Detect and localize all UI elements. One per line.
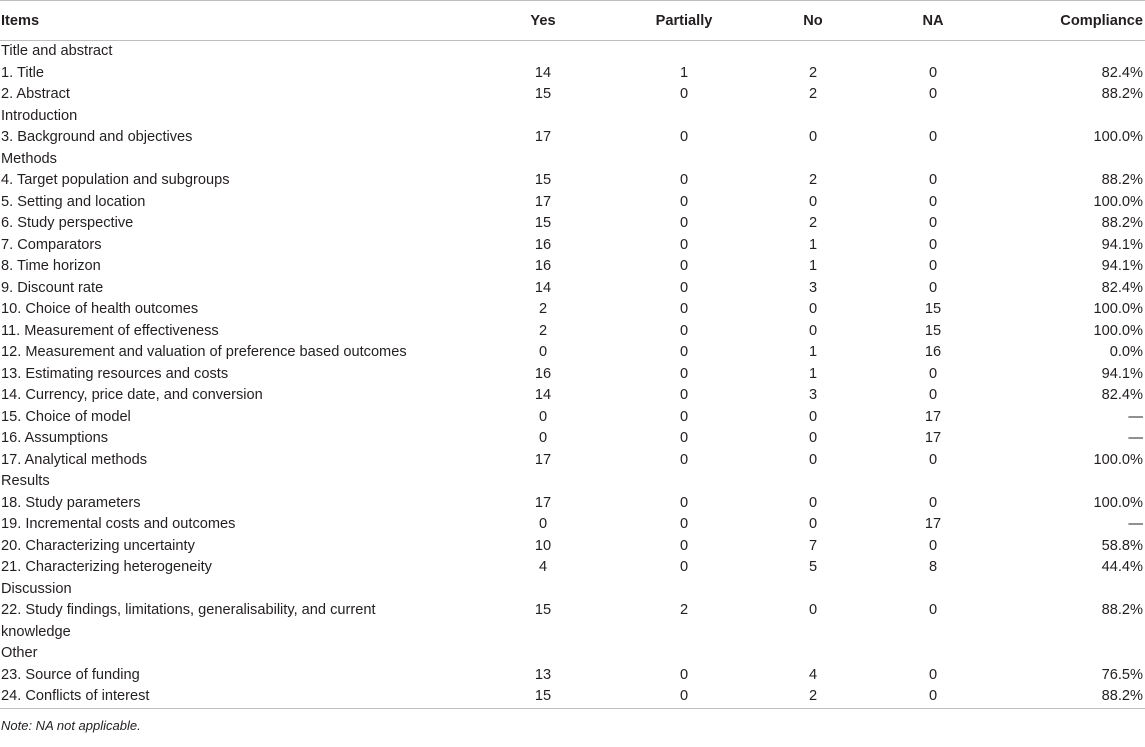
partially-cell: 0 bbox=[679, 236, 689, 253]
na-cell: 0 bbox=[928, 494, 938, 511]
partially-cell: 0 bbox=[679, 215, 689, 231]
no-cell: 3 bbox=[808, 279, 818, 296]
item-label: 20. Characterizing uncertainty bbox=[1, 537, 195, 554]
na-cell: 0 bbox=[928, 236, 938, 253]
na-cell: 0 bbox=[928, 537, 938, 554]
compliance-cell: 88.2% bbox=[1101, 215, 1143, 231]
compliance-cell: 82.4% bbox=[1101, 387, 1143, 403]
no-cell: 3 bbox=[808, 387, 818, 403]
section-label: Methods bbox=[1, 150, 57, 167]
header-na: NA bbox=[872, 1, 994, 41]
no-cell: 0 bbox=[808, 322, 818, 339]
na-cell: 0 bbox=[928, 279, 938, 296]
yes-cell: 14 bbox=[534, 64, 552, 81]
no-cell: 1 bbox=[808, 365, 818, 382]
table-row bbox=[0, 127, 1145, 149]
na-cell: 0 bbox=[928, 365, 938, 382]
partially-cell: 0 bbox=[679, 279, 689, 296]
item-label: 17. Analytical methods bbox=[1, 451, 148, 468]
table-row bbox=[0, 321, 1145, 343]
no-cell: 0 bbox=[808, 301, 818, 317]
partially-cell: 0 bbox=[679, 516, 689, 532]
compliance-cell: 88.2% bbox=[1101, 86, 1143, 102]
no-cell: 5 bbox=[808, 559, 818, 575]
item-label: 7. Comparators bbox=[1, 236, 102, 253]
item-label: 19. Incremental costs and outcomes bbox=[1, 516, 236, 532]
table-row bbox=[0, 235, 1145, 257]
yes-cell: 15 bbox=[534, 86, 552, 102]
compliance-cell: 100.0% bbox=[1093, 301, 1143, 317]
table-row bbox=[0, 385, 1145, 407]
section-row bbox=[0, 41, 1145, 63]
section-label: Discussion bbox=[1, 580, 72, 597]
item-label: 14. Currency, price date, and conversion bbox=[1, 387, 263, 403]
item-label: 13. Estimating resources and costs bbox=[1, 365, 229, 382]
table-row bbox=[0, 407, 1145, 429]
partially-cell: 0 bbox=[679, 451, 689, 468]
yes-cell: 0 bbox=[538, 408, 548, 425]
no-cell: 0 bbox=[808, 494, 818, 511]
no-cell: 1 bbox=[808, 344, 818, 360]
compliance-cell: 100.0% bbox=[1093, 451, 1143, 468]
compliance-cell: — bbox=[1128, 516, 1143, 532]
compliance-cell: 82.4% bbox=[1101, 279, 1143, 296]
table-row bbox=[0, 278, 1145, 300]
table-row bbox=[0, 450, 1145, 472]
table-row bbox=[0, 213, 1145, 235]
no-cell: 1 bbox=[808, 258, 818, 274]
compliance-cell: 100.0% bbox=[1093, 494, 1143, 511]
yes-cell: 16 bbox=[534, 236, 552, 253]
item-label: 9. Discount rate bbox=[1, 279, 104, 296]
table-row bbox=[0, 514, 1145, 536]
na-cell: 17 bbox=[924, 430, 942, 446]
partially-cell: 0 bbox=[679, 494, 689, 511]
partially-cell: 0 bbox=[679, 430, 689, 446]
item-label: 8. Time horizon bbox=[1, 258, 101, 274]
yes-cell: 2 bbox=[538, 301, 548, 317]
partially-cell: 2 bbox=[679, 602, 689, 618]
yes-cell: 16 bbox=[534, 365, 552, 382]
partially-cell: 0 bbox=[679, 559, 689, 575]
section-row bbox=[0, 106, 1145, 128]
na-cell: 0 bbox=[928, 215, 938, 231]
table-row bbox=[0, 170, 1145, 192]
compliance-cell: 44.4% bbox=[1101, 559, 1143, 575]
partially-cell: 0 bbox=[679, 537, 689, 554]
table-row bbox=[0, 63, 1145, 85]
section-label: Title and abstract bbox=[1, 43, 113, 59]
table-row bbox=[0, 192, 1145, 214]
na-cell: 8 bbox=[928, 559, 938, 575]
table-row bbox=[0, 84, 1145, 106]
na-cell: 0 bbox=[928, 64, 938, 81]
yes-cell: 0 bbox=[538, 516, 548, 532]
item-label: 11. Measurement of effectiveness bbox=[1, 322, 219, 339]
yes-cell: 14 bbox=[534, 387, 552, 403]
item-label: 22. Study findings, limitations, generalisability, and current knowledge bbox=[1, 602, 376, 640]
item-label: 4. Target population and subgroups bbox=[1, 172, 230, 188]
item-label: 18. Study parameters bbox=[1, 494, 141, 511]
na-cell: 0 bbox=[928, 258, 938, 274]
na-cell: 0 bbox=[928, 193, 938, 210]
partially-cell: 0 bbox=[679, 258, 689, 274]
compliance-cell: 76.5% bbox=[1101, 666, 1143, 683]
yes-cell: 10 bbox=[534, 537, 552, 554]
item-label: 12. Measurement and valuation of preference based outcomes bbox=[1, 344, 407, 360]
yes-cell: 17 bbox=[534, 494, 552, 511]
section-label: Results bbox=[1, 473, 50, 489]
na-cell: 15 bbox=[924, 322, 942, 339]
compliance-cell: 82.4% bbox=[1101, 64, 1143, 81]
partially-cell: 0 bbox=[679, 666, 689, 683]
partially-cell: 0 bbox=[679, 172, 689, 188]
na-cell: 0 bbox=[928, 129, 938, 145]
na-cell: 0 bbox=[928, 451, 938, 468]
na-cell: 0 bbox=[928, 387, 938, 403]
yes-cell: 15 bbox=[534, 215, 552, 231]
na-cell: 15 bbox=[924, 301, 942, 317]
no-cell: 0 bbox=[808, 129, 818, 145]
table-row bbox=[0, 428, 1145, 450]
yes-cell: 17 bbox=[534, 451, 552, 468]
header-yes: Yes bbox=[472, 1, 614, 41]
partially-cell: 0 bbox=[679, 344, 689, 360]
na-cell: 17 bbox=[924, 516, 942, 532]
table-row bbox=[0, 256, 1145, 278]
item-label: 15. Choice of model bbox=[1, 408, 131, 425]
compliance-cell: — bbox=[1128, 430, 1143, 446]
yes-cell: 14 bbox=[534, 279, 552, 296]
compliance-cell: 100.0% bbox=[1093, 129, 1143, 145]
yes-cell: 13 bbox=[534, 666, 552, 683]
section-label: Other bbox=[1, 645, 38, 661]
section-row bbox=[0, 149, 1145, 171]
compliance-cell: 58.8% bbox=[1101, 537, 1143, 554]
compliance-cell: 88.2% bbox=[994, 686, 1145, 709]
item-label: 24. Conflicts of interest bbox=[0, 686, 472, 709]
yes-cell: 4 bbox=[538, 559, 548, 575]
compliance-cell: 94.1% bbox=[1101, 236, 1143, 253]
partially-cell: 0 bbox=[679, 86, 689, 102]
item-label: 21. Characterizing heterogeneity bbox=[1, 559, 212, 575]
yes-cell: 15 bbox=[472, 686, 614, 709]
table-row bbox=[0, 364, 1145, 386]
header-items: Items bbox=[0, 1, 472, 41]
compliance-cell: 88.2% bbox=[1101, 172, 1143, 188]
item-label: 2. Abstract bbox=[1, 86, 70, 102]
no-cell: 2 bbox=[754, 686, 872, 709]
item-label: 3. Background and objectives bbox=[1, 129, 193, 145]
yes-cell: 15 bbox=[534, 172, 552, 188]
table-row bbox=[0, 536, 1145, 558]
yes-cell: 2 bbox=[538, 322, 548, 339]
compliance-cell: 88.2% bbox=[1101, 602, 1143, 618]
na-cell: 0 bbox=[928, 602, 938, 618]
compliance-cell: 94.1% bbox=[1101, 365, 1143, 382]
header-compliance: Compliance bbox=[994, 1, 1145, 41]
section-row bbox=[0, 471, 1145, 493]
compliance-cell: 94.1% bbox=[1101, 258, 1143, 274]
table-row bbox=[0, 493, 1145, 515]
no-cell: 1 bbox=[808, 236, 818, 253]
compliance-cell: 100.0% bbox=[1093, 193, 1143, 210]
na-cell: 0 bbox=[872, 686, 994, 709]
table-row bbox=[0, 557, 1145, 579]
header-partially: Partially bbox=[614, 1, 754, 41]
compliance-cell: 100.0% bbox=[1093, 322, 1143, 339]
partially-cell: 0 bbox=[679, 193, 689, 210]
partially-cell: 0 bbox=[679, 301, 689, 317]
table-note: Note: NA not applicable. bbox=[1, 718, 141, 733]
item-label: 1. Title bbox=[1, 64, 44, 81]
table-header-row bbox=[0, 1, 1145, 41]
no-cell: 0 bbox=[808, 602, 818, 618]
na-cell: 0 bbox=[928, 666, 938, 683]
partially-cell: 0 bbox=[679, 387, 689, 403]
no-cell: 0 bbox=[808, 193, 818, 210]
yes-cell: 17 bbox=[534, 193, 552, 210]
item-label: 10. Choice of health outcomes bbox=[1, 301, 199, 317]
no-cell: 2 bbox=[808, 215, 818, 231]
no-cell: 2 bbox=[808, 64, 818, 81]
item-label: 16. Assumptions bbox=[1, 430, 109, 446]
table-row bbox=[0, 600, 1145, 643]
yes-cell: 0 bbox=[538, 344, 548, 360]
partially-cell: 0 bbox=[679, 322, 689, 339]
compliance-cell: — bbox=[1128, 408, 1143, 425]
partially-cell: 0 bbox=[679, 365, 689, 382]
na-cell: 0 bbox=[928, 86, 938, 102]
partially-cell: 0 bbox=[679, 408, 689, 425]
partially-cell: 1 bbox=[679, 64, 689, 81]
na-cell: 0 bbox=[928, 172, 938, 188]
na-cell: 16 bbox=[924, 344, 942, 360]
table-body bbox=[0, 41, 1145, 709]
yes-cell: 0 bbox=[538, 430, 548, 446]
na-cell: 17 bbox=[924, 408, 942, 425]
yes-cell: 16 bbox=[534, 258, 552, 274]
no-cell: 0 bbox=[808, 451, 818, 468]
compliance-cell: 0.0% bbox=[1109, 344, 1143, 360]
section-row bbox=[0, 579, 1145, 601]
table-row bbox=[0, 686, 1145, 709]
yes-cell: 17 bbox=[534, 129, 552, 145]
no-cell: 0 bbox=[808, 408, 818, 425]
partially-cell: 0 bbox=[614, 686, 754, 709]
section-row bbox=[0, 643, 1145, 665]
section-label: Introduction bbox=[1, 107, 78, 124]
no-cell: 2 bbox=[808, 172, 818, 188]
no-cell: 7 bbox=[808, 537, 818, 554]
table-row bbox=[0, 342, 1145, 364]
yes-cell: 15 bbox=[534, 602, 552, 618]
item-label: 5. Setting and location bbox=[1, 193, 146, 210]
header-no: No bbox=[754, 1, 872, 41]
no-cell: 4 bbox=[808, 666, 818, 683]
no-cell: 0 bbox=[808, 430, 818, 446]
no-cell: 0 bbox=[808, 516, 818, 532]
item-label: 23. Source of funding bbox=[1, 666, 140, 683]
no-cell: 2 bbox=[808, 86, 818, 102]
table-row bbox=[0, 299, 1145, 321]
item-label: 6. Study perspective bbox=[1, 215, 134, 231]
partially-cell: 0 bbox=[679, 129, 689, 145]
table-row bbox=[0, 665, 1145, 687]
